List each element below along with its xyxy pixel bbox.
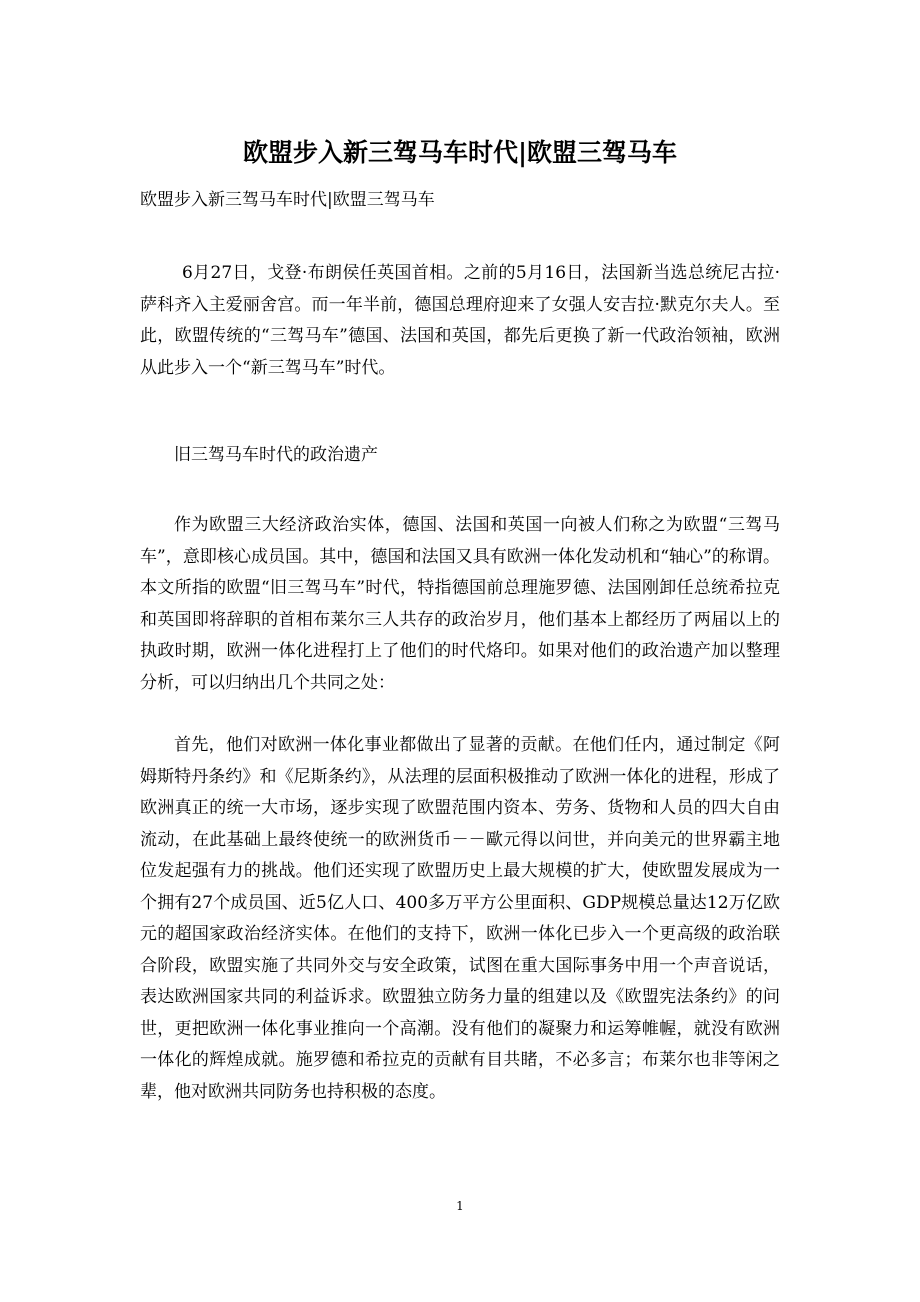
page-number: 1 [456, 1199, 464, 1213]
body-paragraph-2: 首先，他们对欧洲一体化事业都做出了显著的贡献。在他们任内，通过制定《阿姆斯特丹条约》和《尼斯条约》，从法理的层面积极推动了欧洲一体化的进程，形成了欧洲真正的统一大市场，逐步实现了欧盟范围内资本、劳务、货物和人员的四大自由流动，在此基础上最终使统一的欧洲货币－－歐元得以问世，并向美元的世界霸主地位发起强有力的挑战。他们还实现了欧盟历史上最大规模的扩大，使欧盟发展成为一个拥有27个成员国、近5亿人口、400多万平方公里面积、GDP规模总量达12万亿欧元的超国家政治经济实体。在他们的支持下，欧洲一体化已步入一个更高级的政治联合阶段，欧盟实施了共同外交与安全政策，试图在重大国际事务中用一个声音说话，表达欧洲国家共同的利益诉求。欧盟独立防务力量的组建以及《欧盟宪法条约》的问世，更把欧洲一体化事业推向一个高潮。没有他们的凝聚力和运筹帷幄，就没有欧洲一体化的辉煌成就。施罗德和希拉克的贡献有目共睹，不必多言；布莱尔也非等闲之辈，他对欧洲共同防务也持积极的态度。 [140, 735, 780, 1102]
document-title: 欧盟步入新三驾马车时代|欧盟三驾马车 [242, 138, 678, 167]
intro-paragraph: 6月27日，戈登·布朗侯任英国首相。之前的5月16日，法国新当选总统尼古拉·萨科齐入主爱丽舍宫。而一年半前，德国总理府迎来了女强人安吉拉·默克尔夫人。至此，欧盟传统的“三驾马车”德国、法国和英国，都先后更换了新一代政治领袖，欧洲从此步入一个“新三驾马车”时代。 [140, 263, 780, 378]
section-heading: 旧三驾马车时代的政治遗产 [174, 445, 378, 465]
document-subtitle: 欧盟步入新三驾马车时代|欧盟三驾马车 [140, 190, 435, 210]
body-paragraph-1: 作为欧盟三大经济政治实体，德国、法国和英国一向被人们称之为欧盟“三驾马车”，意即核心成员国。其中，德国和法国又具有欧洲一体化发动机和“轴心”的称谓。本文所指的欧盟“旧三驾马车”时代，特指德国前总理施罗德、法国刚卸任总统希拉克和英国即将辞职的首相布莱尔三人共存的政治岁月，他们基本上都经历了两届以上的执政时期，欧洲一体化进程打上了他们的时代烙印。如果对他们的政治遗产加以整理分析，可以归纳出几个共同之处： [140, 515, 780, 693]
